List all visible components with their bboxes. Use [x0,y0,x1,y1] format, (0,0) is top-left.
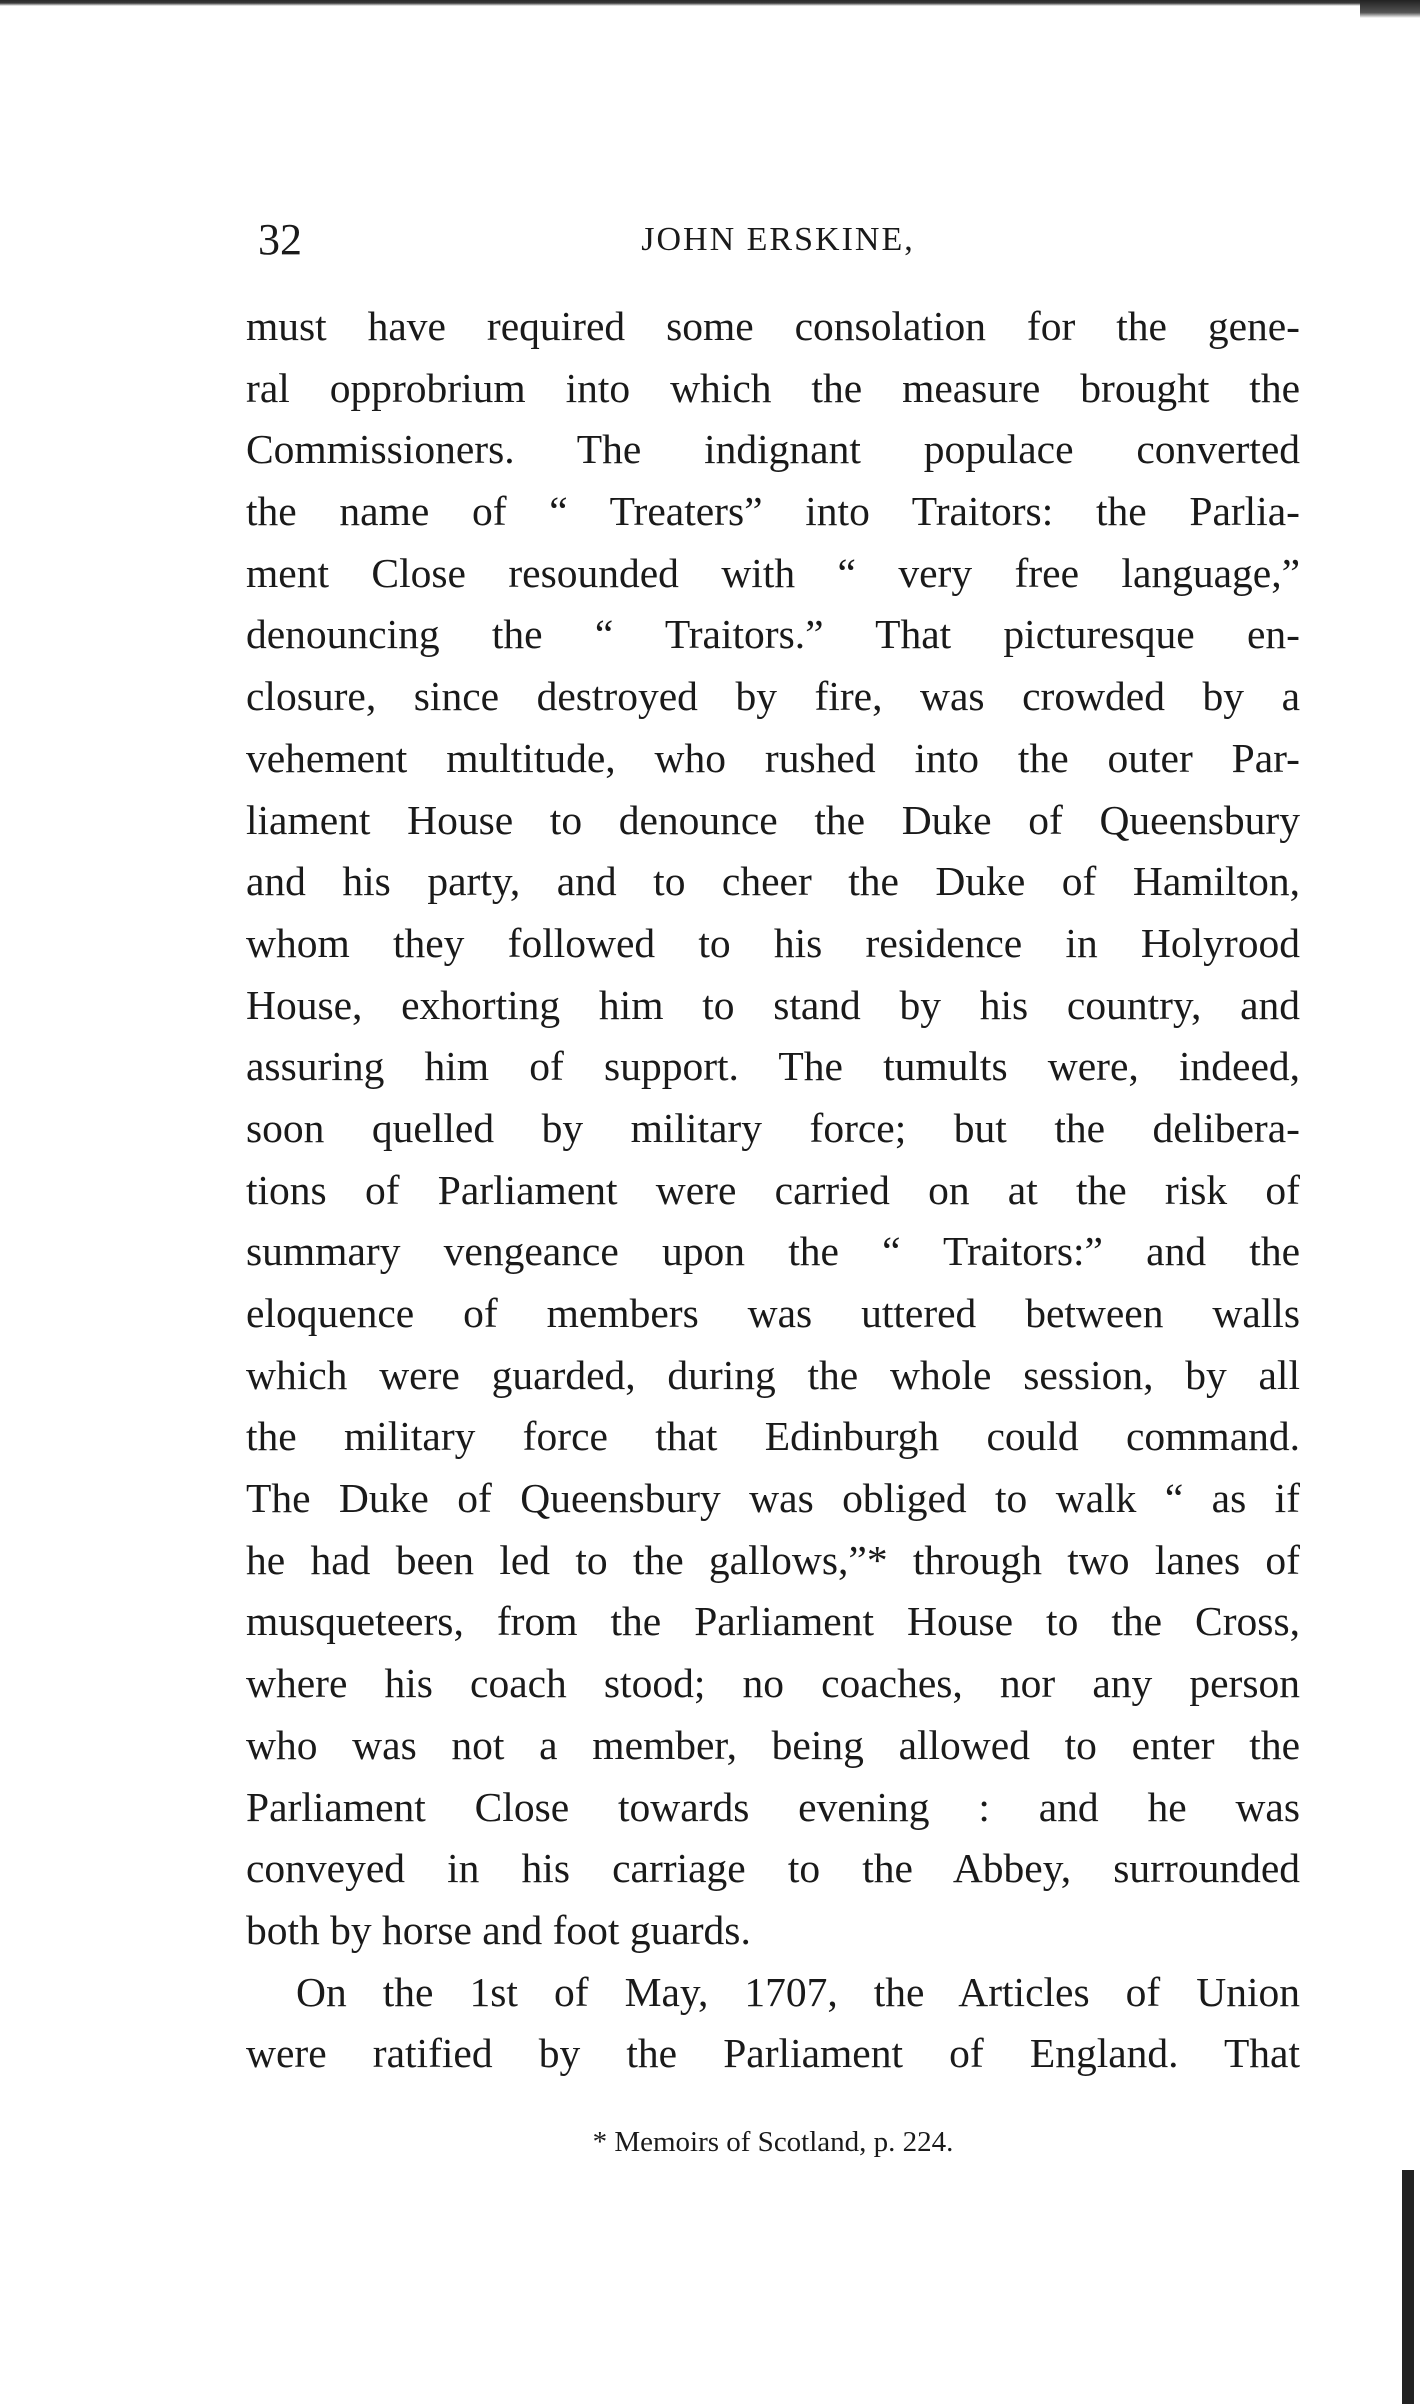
text-line: assuring him of support. The tumults were, indeed, [246,1043,1300,1090]
text-line: both by horse and foot guards. [246,1906,751,1953]
text-line: the name of “ Treaters” into Traitors: the Parlia- [246,488,1300,535]
text-line: he had been led to the gallows,”* through two lanes of [246,1536,1300,1583]
page-number: 32 [258,215,302,264]
text-line: tions of Parliament were carried on at the risk of [246,1166,1300,1213]
text-line: ment Close resounded with “ very free language,” [246,549,1300,596]
text-line: ral opprobrium into which the measure brought the [246,364,1300,411]
text-line: Parliament Close towards evening : and he was [246,1783,1300,1830]
text-line: whom they followed to his residence in Holyrood [246,919,1300,966]
text-line: the military force that Edinburgh could command. [246,1413,1300,1460]
footnote: * Memoirs of Scotland, p. 224. [592,2126,954,2158]
text-line: House, exhorting him to stand by his country, and [246,981,1300,1028]
right-edge-mark [1402,2170,1414,2404]
text-line: must have required some consolation for the gene- [246,303,1300,349]
text-line: On the 1st of May, 1707, the Articles of Union [296,1968,1300,2015]
text-line: eloquence of members was uttered between walls [246,1290,1300,1336]
paragraph-1 [246,296,1300,1962]
text-line: musqueteers, from the Parliament House to the Cross, [246,1598,1300,1645]
text-line: summary vengeance upon the “ Traitors:” and the [246,1228,1300,1275]
body-text [246,296,1300,2085]
text-line: Commissioners. The indignant populace converted [246,426,1300,473]
text-line: conveyed in his carriage to the Abbey, surrounded [246,1845,1300,1892]
text-line: The Duke of Queensbury was obliged to walk “ as if [246,1475,1300,1522]
text-line: soon quelled by military force; but the delibera- [246,1104,1300,1151]
text-line: and his party, and to cheer the Duke of Hamilton, [246,858,1300,905]
paragraph-2 [246,1962,1300,2085]
running-head [258,210,1298,270]
top-edge-rule [0,0,1420,6]
text-line: which were guarded, during the whole session, by all [246,1351,1300,1398]
top-edge-mark [1360,0,1420,18]
text-line: vehement multitude, who rushed into the outer Par- [246,734,1300,781]
text-line: closure, since destroyed by fire, was crowded by a [246,673,1300,720]
text-line: were ratified by the Parliament of England. That [246,2030,1300,2077]
text-line: liament House to denounce the Duke of Queensbury [246,796,1300,843]
text-line: where his coach stood; no coaches, nor any person [246,1660,1300,1707]
text-line: denouncing the “ Traitors.” That picturesque en- [246,611,1300,658]
running-title: JOHN ERSKINE, [641,221,915,258]
text-line: who was not a member, being allowed to enter the [246,1721,1300,1768]
